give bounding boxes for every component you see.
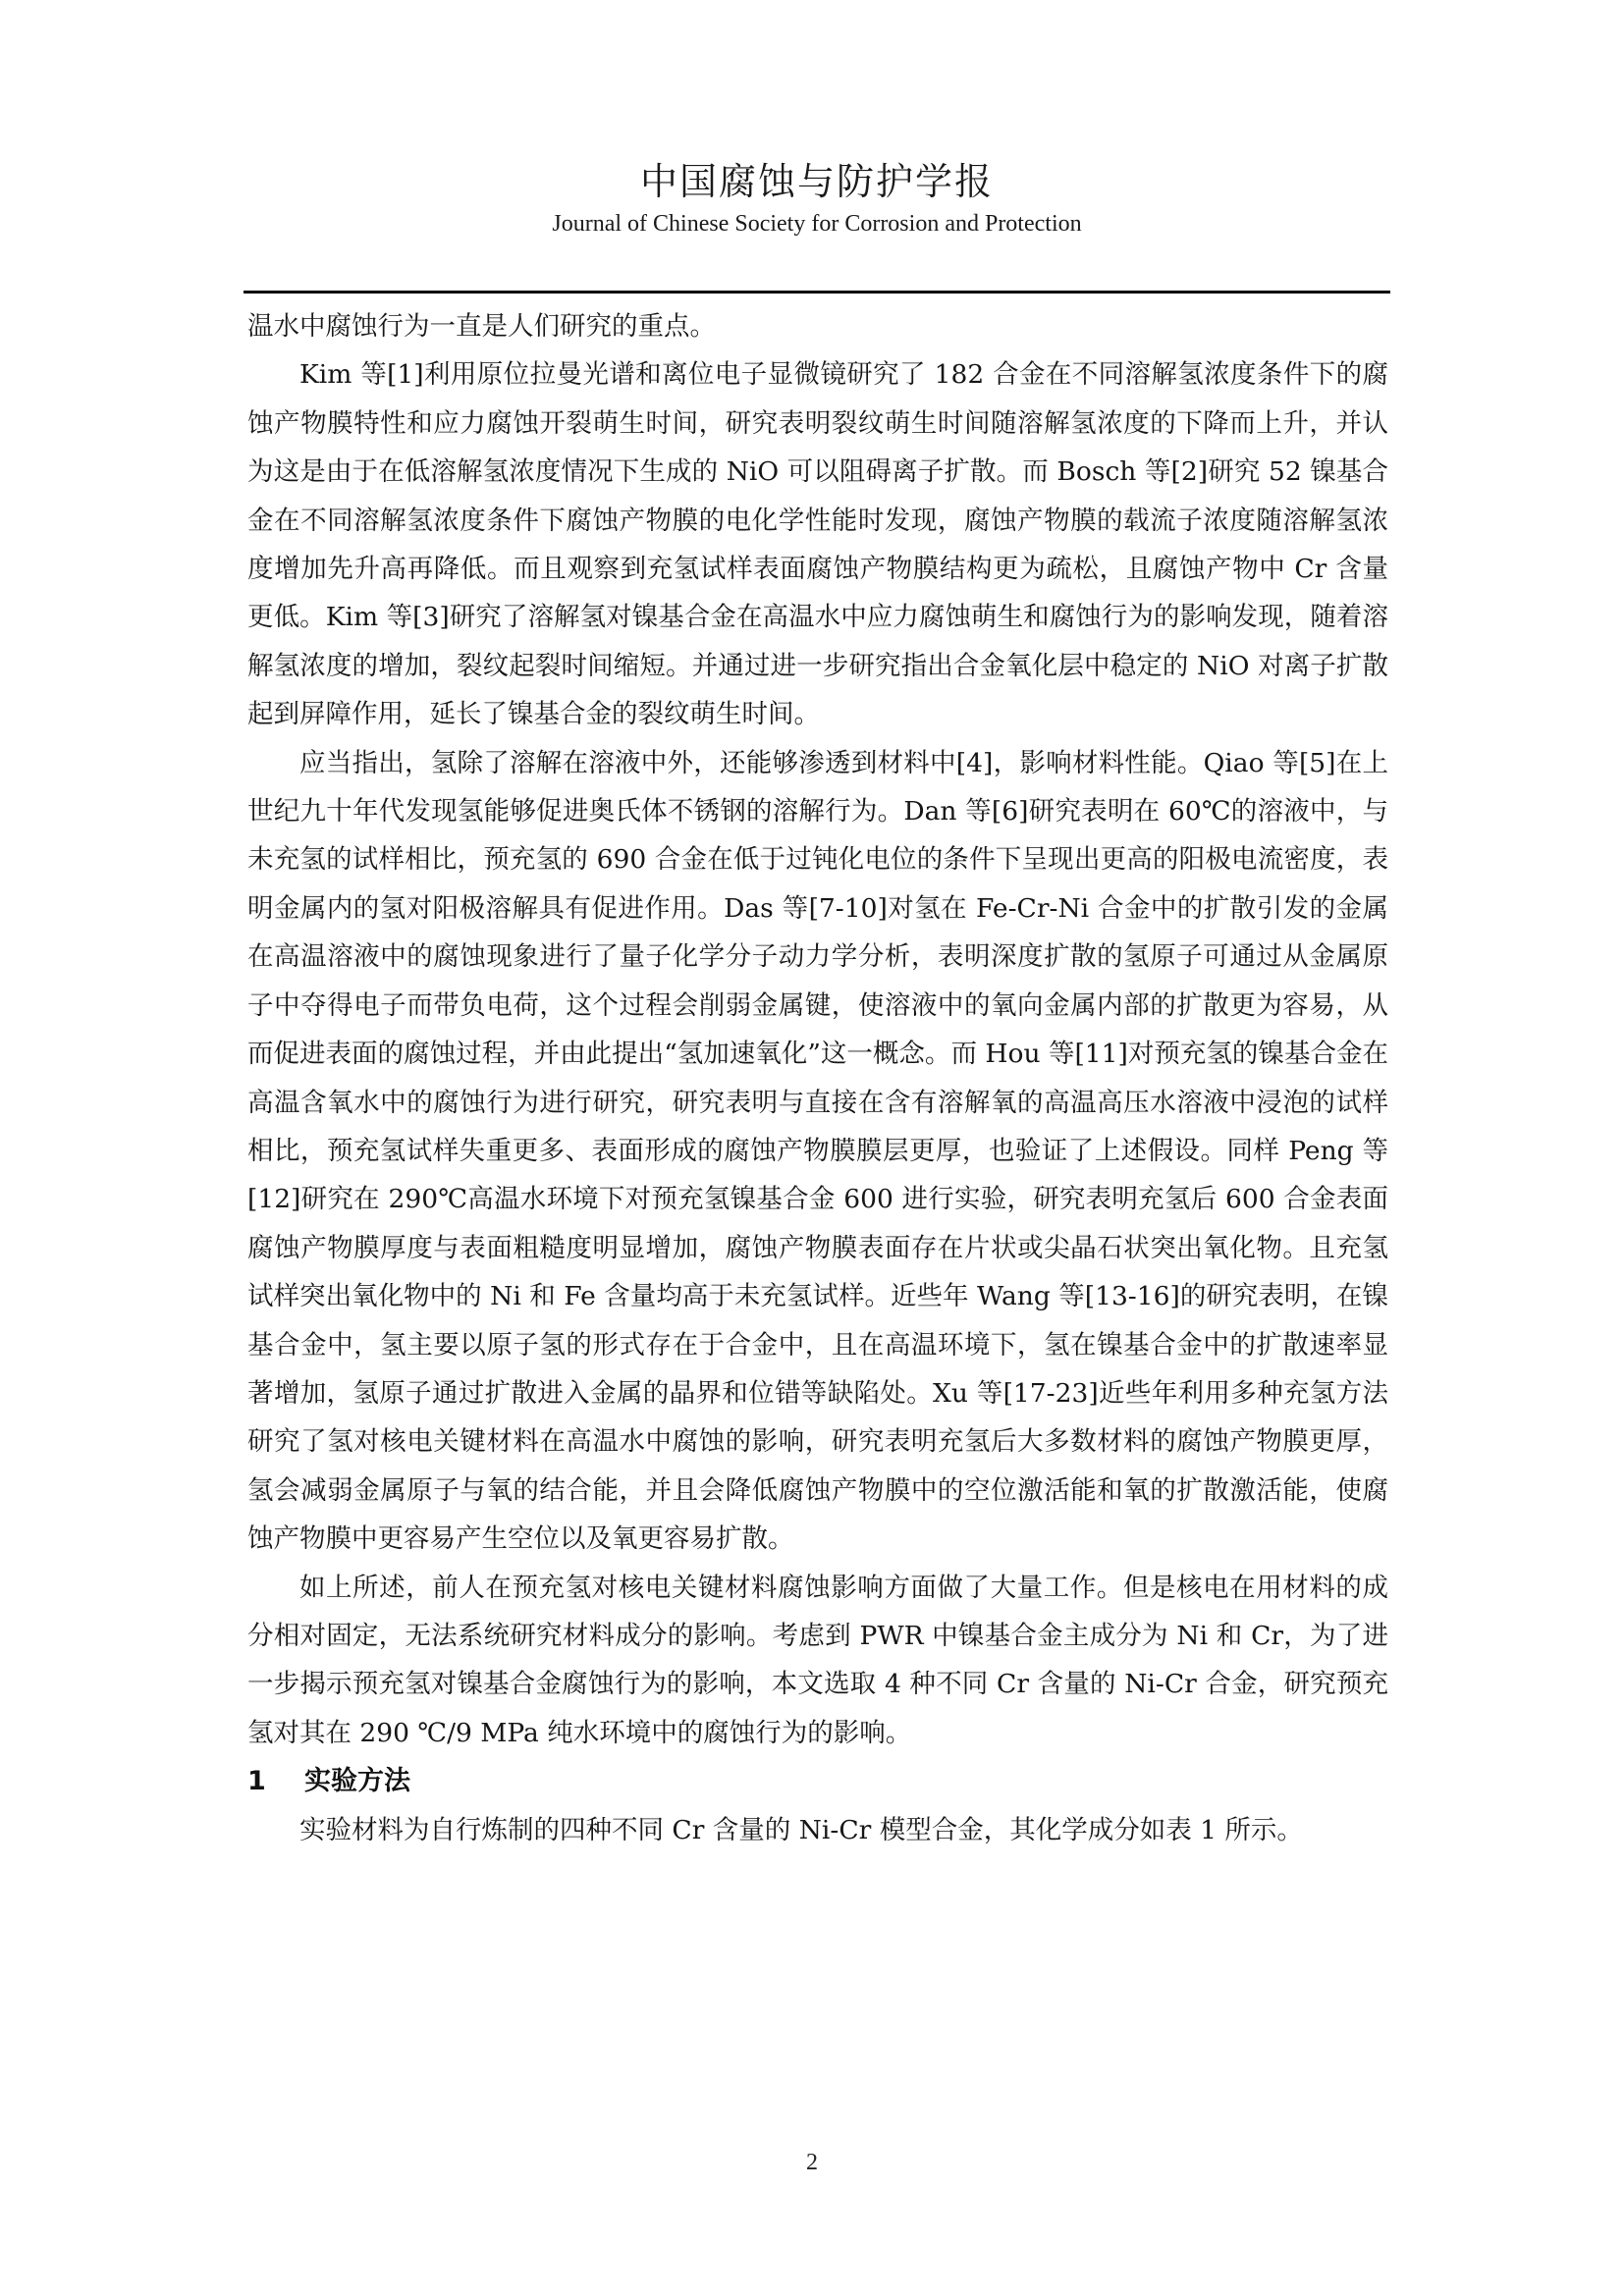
paragraph-continuation: 温水中腐蚀行为一直是人们研究的重点。 xyxy=(247,311,716,342)
paragraph-study-aim: 如上所述，前人在预充氢对核电关键材料腐蚀影响方面做了大量工作。但是核电在用材料的成分相对固定，无法系统研究材料成分的影响。考虑到 PWR 中镍基合金主成分为 Ni 和 Cr，为了进一步揭示预充氢对镍基合金腐蚀行为的影响，本文选取 4 种不同 Cr 含量的 Ni-Cr 合金，研究预充氢对其在 290 ℃/9 MPa 纯水环境中的腐蚀行为的影响。 xyxy=(247,1572,1388,1748)
journal-subtitle: Journal of Chinese Society for Corrosion and Protection xyxy=(552,211,1082,237)
paragraph-dissolved-hydrogen: Kim 等[1]利用原位拉曼光谱和离位电子显微镜研究了 182 合金在不同溶解氢浓度条件下的腐蚀产物膜特性和应力腐蚀开裂萌生时间，研究表明裂纹萌生时间随溶解氢浓度的下降而上升，并认为这是由于在低溶解氢浓度情况下生成的 NiO 可以阻碍离子扩散。而 Bosch 等[2]研究 52 镍基合金在不同溶解氢浓度条件下腐蚀产物膜的电化学性能时发现，腐蚀产物膜的载流子浓度随溶解氢浓度增加先升高再降低。而且观察到充氢试样表面腐蚀产物膜结构更为疏松，且腐蚀产物中 Cr 含量更低。Kim 等[3]研究了溶解氢对镍基合金在高温水中应力腐蚀萌生和腐蚀行为的影响发现，随着溶解氢浓度的增加，裂纹起裂时间缩短。并通过进一步研究指出合金氧化层中稳定的 NiO 对离子扩散起到屏障作用，延长了镍基合金的裂纹萌生时间。 xyxy=(247,359,1388,730)
section-number: 1 xyxy=(247,1766,266,1797)
article-body xyxy=(247,302,1388,1855)
journal-title: 中国腐蚀与防护学报 xyxy=(639,160,994,203)
page-number: 2 xyxy=(806,2150,818,2175)
section-title: 实验方法 xyxy=(304,1766,410,1797)
journal-header xyxy=(244,157,1390,240)
paragraph-precharged-hydrogen: 应当指出，氢除了溶解在溶液中外，还能够渗透到材料中[4]，影响材料性能。Qiao 等[5]在上世纪九十年代发现氢能够促进奥氏体不锈钢的溶解行为。Dan 等[6]研究表明在 60℃的溶液中，与未充氢的试样相比，预充氢的 690 合金在低于过钝化电位的条件下呈现出更高的阳极电流密度，表明金属内的氢对阳极溶解具有促进作用。Das 等[7-10]对氢在 Fe-Cr-Ni 合金中的扩散引发的金属在高温溶液中的腐蚀现象进行了量子化学分子动力学分析，表明深度扩散的氢原子可通过从金属原子中夺得电子而带负电荷，这个过程会削弱金属键，使溶液中的氧向金属内部的扩散更为容易，从而促进表面的腐蚀过程，并由此提出“氢加速氧化”这一概念。而 Hou 等[11]对预充氢的镍基合金在高温含氧水中的腐蚀行为进行研究，研究表明与直接在含有溶解氧的高温高压水溶液中浸泡的试样相比，预充氢试样失重更多、表面形成的腐蚀产物膜膜层更厚，也验证了上述假设。同样 Peng 等[12]研究在 290℃高温水环境下对预充氢镍基合金 600 进行实验，研究表明充氢后 600 合金表面腐蚀产物膜厚度与表面粗糙度明显增加，腐蚀产物膜表面存在片状或尖晶石状突出氧化物。且充氢试样突出氧化物中的 Ni 和 Fe 含量均高于未充氢试样。近些年 Wang 等[13-16]的研究表明，在镍基合金中，氢主要以原子氢的形式存在于合金中，且在高温环境下，氢在镍基合金中的扩散速率显著增加，氢原子通过扩散进入金属的晶界和位错等缺陷处。Xu 等[17-23]近些年利用多种充氢方法研究了氢对核电关键材料在高温水中腐蚀的影响，研究表明充氢后大多数材料的腐蚀产物膜更厚，氢会减弱金属原子与氧的结合能，并且会降低腐蚀产物膜中的空位激活能和氧的扩散激活能，使腐蚀产物膜中更容易产生空位以及氧更容易扩散。 xyxy=(247,747,1388,1555)
header-divider xyxy=(244,291,1390,294)
section-heading xyxy=(247,1757,1388,1806)
paragraph-materials: 实验材料为自行炼制的四种不同 Cr 含量的 Ni-Cr 模型合金，其化学成分如表 1 所示。 xyxy=(299,1815,1303,1846)
